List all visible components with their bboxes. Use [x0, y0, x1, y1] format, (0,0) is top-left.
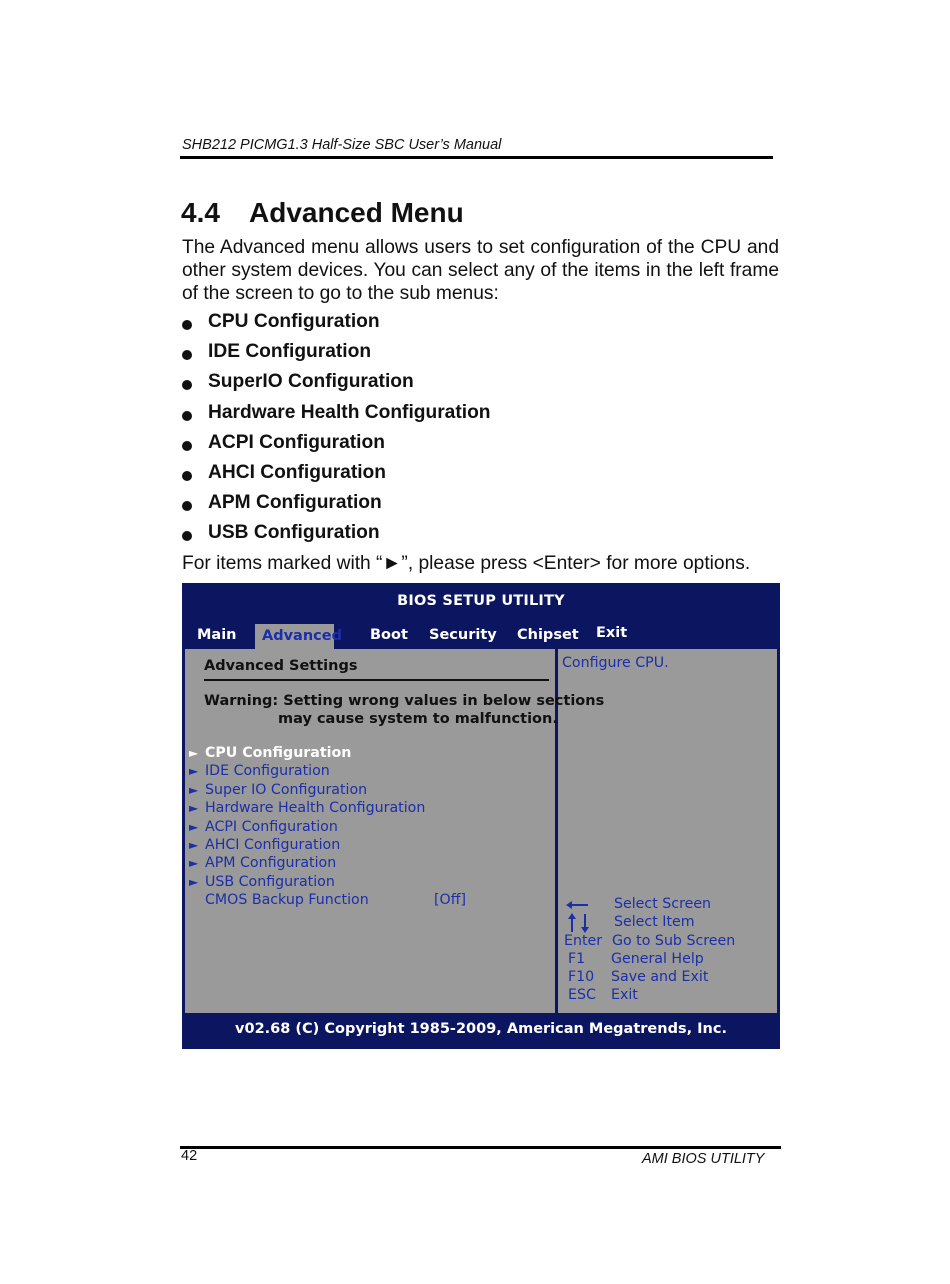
menu-item-label: CPU Configuration: [205, 745, 352, 761]
section-number: 4.4: [181, 197, 220, 228]
warning-line-2: may cause system to malfunction.: [278, 711, 558, 727]
key-desc-select-screen: Select Screen: [614, 896, 712, 912]
bios-title: BIOS SETUP UTILITY: [397, 593, 565, 609]
key-desc-select-item: Select Item: [614, 914, 695, 930]
submenu-arrow-icon: ►: [189, 837, 199, 852]
bullet-dot-icon: [182, 411, 192, 421]
bios-menu-item-ide[interactable]: [189, 763, 425, 781]
tab-advanced[interactable]: [255, 624, 342, 649]
menu-item-label: ACPI Configuration: [205, 818, 338, 835]
bullet-dot-icon: [182, 441, 192, 451]
menu-item-label: AHCI Configuration: [205, 836, 341, 853]
key-esc: ESC: [568, 987, 596, 1003]
bios-menu-item-hardware-health[interactable]: [189, 800, 425, 818]
key-desc-go-to-sub-screen: Go to Sub Screen: [612, 933, 736, 949]
intro-paragraph: The Advanced menu allows users to set configuration of the CPU and other system devices. You can select any of the items in the left frame of the screen to go to the sub menus:: [182, 237, 779, 304]
bios-menu-item-apm[interactable]: [189, 855, 425, 873]
submenu-arrow-icon: ►: [189, 874, 199, 889]
key-desc-general-help: General Help: [611, 951, 704, 967]
bullet-item: [182, 402, 491, 432]
tab-advanced-label: Advanced: [262, 628, 342, 644]
running-header-title: SHB212 PICMG1.3 Half-Size SBC User’s Manual: [182, 137, 502, 153]
bios-menu-item-acpi[interactable]: [189, 819, 425, 837]
bullet-label: AHCI Configuration: [208, 461, 386, 483]
bios-menu-item-cpu[interactable]: [189, 745, 425, 763]
cmos-backup-label[interactable]: CMOS Backup Function: [205, 892, 369, 908]
bullet-label: IDE Configuration: [208, 341, 372, 363]
tab-security[interactable]: Security: [429, 627, 497, 643]
bios-menu-item-superio[interactable]: [189, 782, 425, 800]
bullet-dot-icon: [182, 471, 192, 481]
menu-item-label: Hardware Health Configuration: [205, 800, 426, 817]
warning-line-1: Warning: Setting wrong values in below sections: [204, 693, 605, 709]
menu-item-label: USB Configuration: [205, 873, 335, 890]
heading-rule: [204, 679, 549, 681]
bios-menu-item-ahci[interactable]: [189, 837, 425, 855]
bullet-item: [182, 371, 491, 401]
tab-boot[interactable]: Boot: [370, 627, 408, 643]
bullet-item: [182, 341, 491, 371]
advanced-settings-heading: Advanced Settings: [204, 658, 358, 674]
up-down-arrow-icon: [566, 913, 592, 933]
menu-item-label: APM Configuration: [205, 855, 337, 872]
submenu-bullet-list: [182, 311, 491, 553]
section-title: Advanced Menu: [249, 197, 464, 228]
bullet-label: SuperIO Configuration: [208, 371, 414, 393]
submenu-arrow-icon: ►: [189, 801, 199, 816]
bios-copyright: v02.68 (C) Copyright 1985-2009, American Megatrends, Inc.: [235, 1021, 727, 1037]
tab-exit[interactable]: Exit: [596, 625, 628, 641]
bullet-item: [182, 432, 491, 462]
footer-rule: [180, 1146, 781, 1149]
key-desc-save-and-exit: Save and Exit: [611, 969, 709, 985]
bios-menu-list: [189, 745, 425, 892]
bullet-label: Hardware Health Configuration: [208, 401, 491, 423]
submenu-arrow-icon: ►: [189, 819, 199, 834]
bios-menu-item-usb[interactable]: [189, 874, 425, 892]
bullet-label: CPU Configuration: [208, 311, 380, 332]
submenu-arrow-icon: ►: [189, 764, 199, 779]
bullet-dot-icon: [182, 501, 192, 511]
tab-chipset[interactable]: Chipset: [517, 627, 579, 643]
bullet-item: [182, 492, 491, 522]
key-f1: F1: [568, 951, 586, 967]
bullet-dot-icon: [182, 320, 192, 330]
bullet-dot-icon: [182, 350, 192, 360]
enter-note: For items marked with “►”, please press <Enter> for more options.: [182, 553, 751, 574]
bullet-label: USB Configuration: [208, 522, 380, 544]
key-f10: F10: [568, 969, 595, 985]
submenu-arrow-icon: ►: [189, 856, 199, 871]
submenu-arrow-icon: ►: [189, 782, 199, 797]
key-enter: Enter: [564, 933, 603, 949]
tab-main[interactable]: Main: [197, 627, 237, 643]
bullet-label: ACPI Configuration: [208, 431, 385, 453]
key-desc-exit: Exit: [611, 987, 638, 1003]
submenu-arrow-icon: ►: [189, 746, 199, 760]
left-right-arrow-icon: [566, 899, 592, 911]
bullet-dot-icon: [182, 380, 192, 390]
help-text: Configure CPU.: [562, 655, 669, 671]
page-number: 42: [181, 1148, 198, 1164]
header-rule: [180, 156, 773, 159]
bullet-label: APM Configuration: [208, 492, 382, 514]
bullet-item: [182, 462, 491, 492]
menu-item-label: IDE Configuration: [205, 763, 330, 780]
bullet-item: [182, 522, 491, 552]
running-footer-title: AMI BIOS UTILITY: [642, 1151, 765, 1167]
bios-screenshot: [182, 583, 780, 1049]
bullet-dot-icon: [182, 531, 192, 541]
bullet-item: [182, 311, 491, 341]
menu-item-label: Super IO Configuration: [205, 781, 368, 798]
cmos-backup-value[interactable]: [Off]: [434, 892, 467, 908]
